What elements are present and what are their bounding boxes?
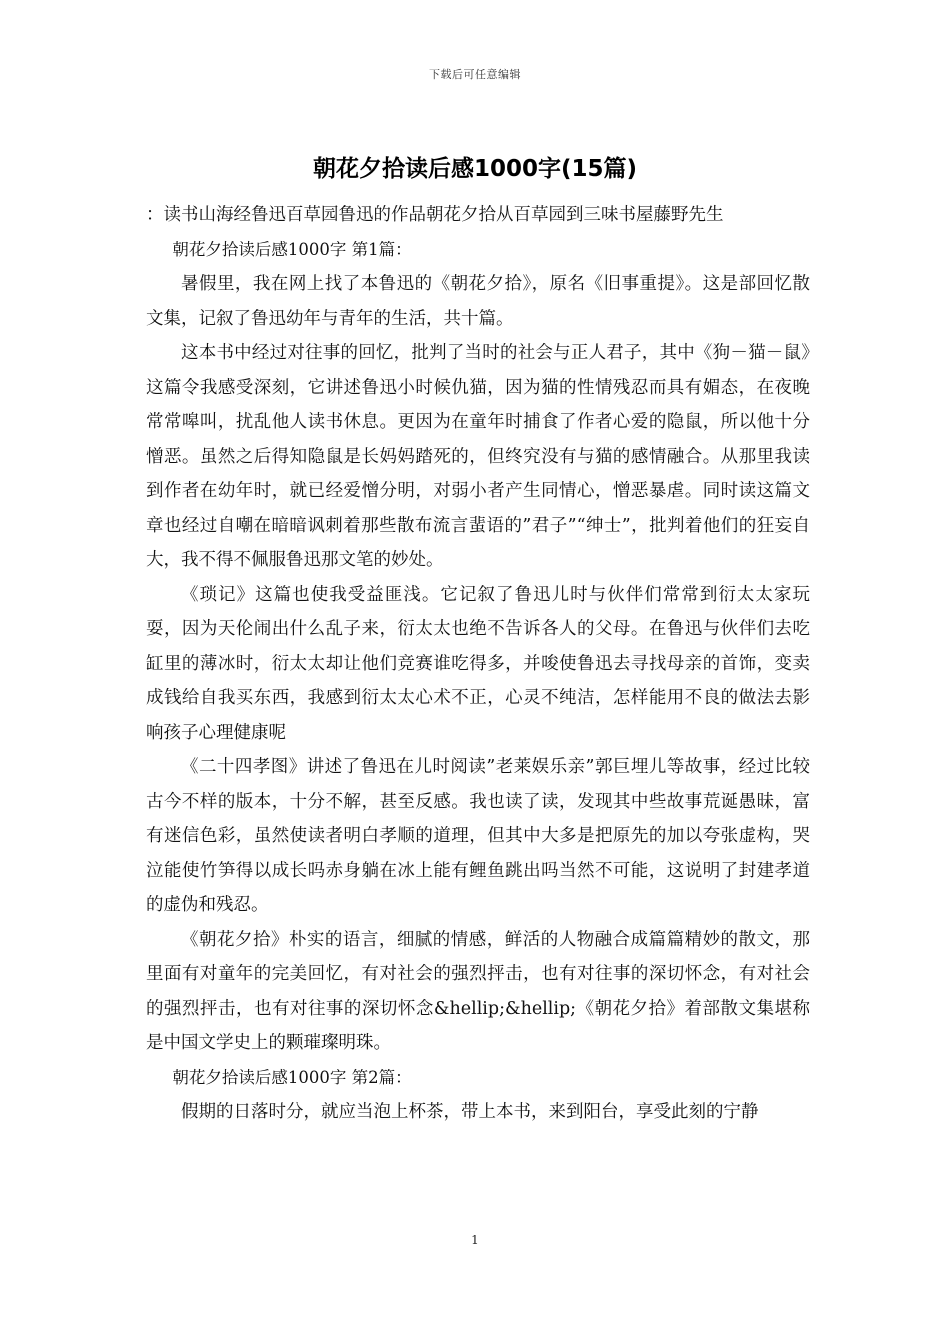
document-body — [146, 198, 810, 1130]
paragraph: 《朝花夕拾》朴实的语言，细腻的情感，鲜活的人物融合成篇篇精妙的散文，那里面有对童年的完美回忆，有对社会的强烈抨击，也有对往事的深切怀念，有对社会的强烈抨击，也有对往事的深切怀念&hellip;&hellip;《朝花夕拾》着部散文集堪称是中国文学史上的颗璀璨明珠。 — [146, 929, 810, 1053]
header-note: 下载后可任意编辑 — [429, 68, 521, 81]
section-heading: 朝花夕拾读后感1000字 第2篇： — [172, 1067, 412, 1087]
paragraph: 这本书中经过对往事的回忆，批判了当时的社会与正人君子，其中《狗－猫－鼠》这篇令我感受深刻，它讲述鲁迅小时候仇猫，因为猫的性情残忍而具有媚态，在夜晚常常嗥叫，扰乱他人读书休息。更因为在童年时捕食了作者心爱的隐鼠，所以他十分憎恶。虽然之后得知隐鼠是长妈妈踏死的，但终究没有与猫的感情融合。从那里我读到作者在幼年时，就已经爱憎分明，对弱小者产生同情心，憎恶暴虐。同时读这篇文章也经过自嘲在暗暗讽刺着那些散布流言蜚语的”君子”“绅士”，批判着他们的狂妄自大，我不得不佩服鲁迅那文笔的妙处。 — [146, 343, 810, 570]
paragraph: 假期的日落时分，就应当泡上杯茶，带上本书，来到阳台，享受此刻的宁静 — [181, 1102, 759, 1122]
page-number: 1 — [471, 1233, 479, 1247]
paragraph: 《二十四孝图》讲述了鲁迅在儿时阅读”老莱娱乐亲”郭巨埋儿等故事，经过比较古今不样的版本，十分不解，甚至反感。我也读了读，发现其中些故事荒诞愚昧，富有迷信色彩，虽然使读者明白孝顺的道理，但其中大多是把原先的加以夸张虚构，哭泣能使竹笋得以成长吗赤身躺在冰上能有鲤鱼跳出吗当然不可能，这说明了封建孝道的虚伪和残忍。 — [146, 757, 810, 915]
section-heading: 朝花夕拾读后感1000字 第1篇： — [172, 239, 412, 259]
keywords-line: ：读书山海经鲁迅百草园鲁迅的作品朝花夕拾从百草园到三味书屋藤野先生 — [146, 205, 724, 225]
document-title: 朝花夕拾读后感1000字(15篇) — [312, 156, 638, 182]
paragraph: 《琐记》这篇也使我受益匪浅。它记叙了鲁迅儿时与伙伴们常常到衍太太家玩耍，因为天伦闹出什么乱子来，衍太太也绝不告诉各人的父母。在鲁迅与伙伴们去吃缸里的薄冰时，衍太太却让他们竞赛谁吃得多，并唆使鲁迅去寻找母亲的首饰，变卖成钱给自我买东西，我感到衍太太心术不正，心灵不纯洁，怎样能用不良的做法去影响孩子心理健康呢 — [146, 584, 810, 743]
paragraph: 暑假里，我在网上找了本鲁迅的《朝花夕拾》，原名《旧事重提》。这是部回忆散文集，记叙了鲁迅幼年与青年的生活，共十篇。 — [146, 274, 810, 329]
